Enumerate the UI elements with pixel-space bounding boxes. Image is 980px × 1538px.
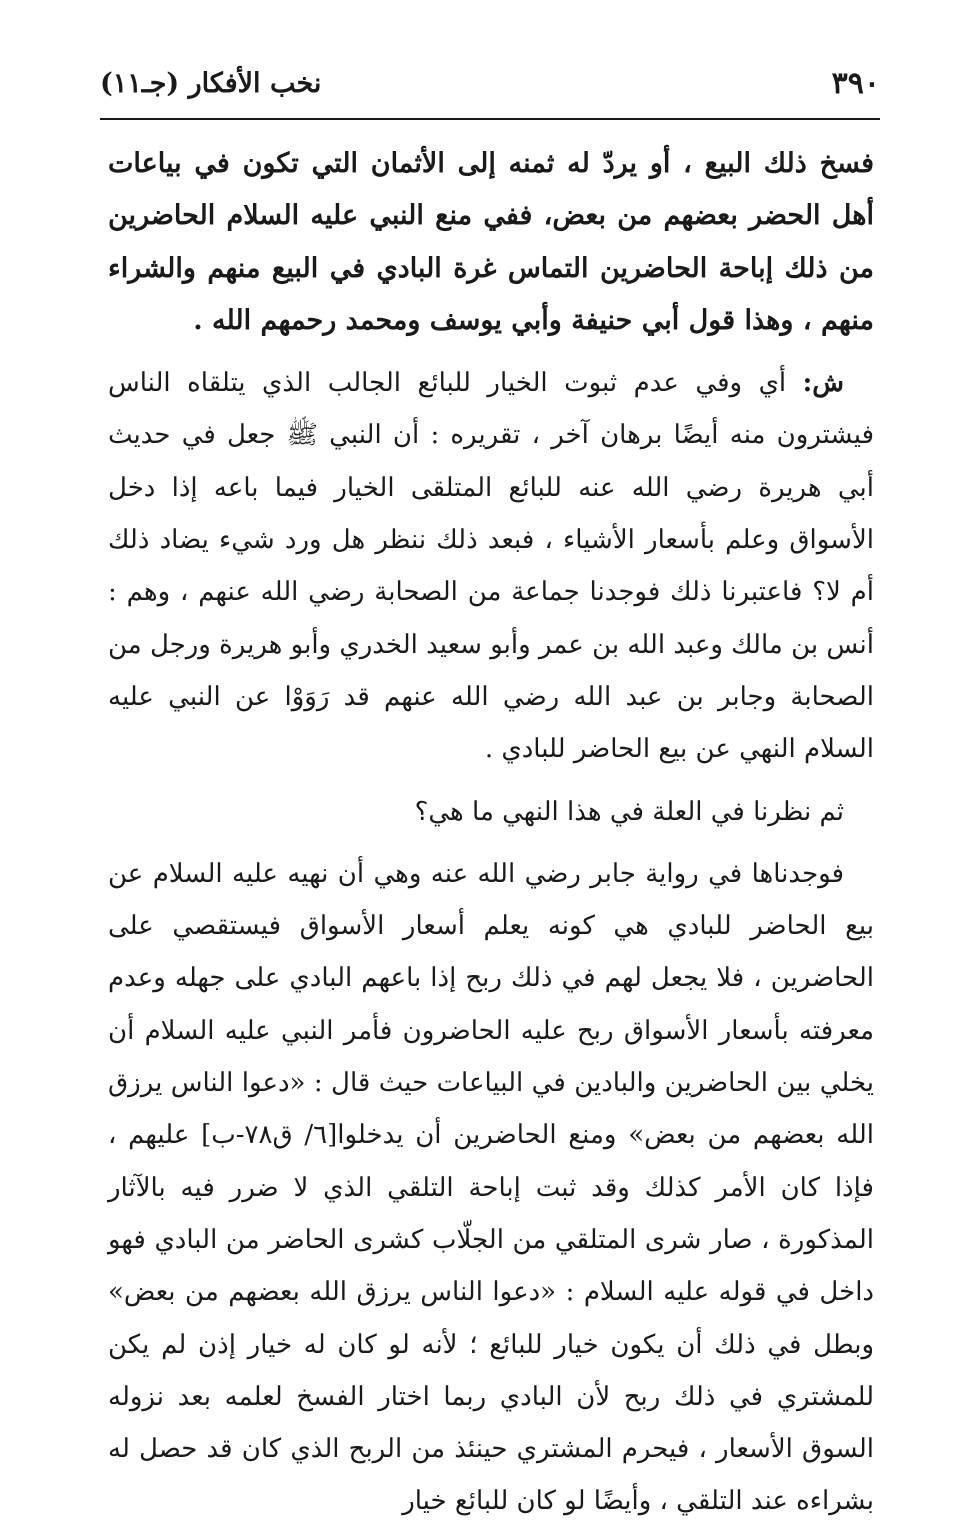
- paragraph-sharh-text: أي وفي عدم ثبوت الخيار للبائع الجالب الذي يتلقاه الناس فيشترون منه أيضًا برهان آخر ، تقريره : أن النبي ﷺ جعل في حديث أبي هريرة رضي الله عنه للبائع المتلقى الخيار فيما باعه إذا دخل الأسواق وعلم بأسعار الأشياء ، فبعد ذلك ننظر هل ورد شيء يضاد ذلك أم لا؟ فاعتبرنا ذلك فوجدنا جماعة من الصحابة رضي الله عنهم ، وهم : أنس بن مالك وعبد الله بن عمر وأبو سعيد الخدري وأبو هريرة ورجل من الصحابة وجابر بن عبد الله رضي الله عنهم قد رَوَوْا عن النبي عليه السلام النهي عن بيع الحاضر للبادي .: [108, 368, 875, 765]
- running-title: نخب الأفكار (جـ١١): [100, 68, 322, 99]
- paragraph-question: ثم نظرنا في العلة في هذا النهي ما هي؟: [414, 796, 844, 827]
- header-divider: [100, 118, 880, 120]
- paragraph-explanation: فوجدناها في رواية جابر رضي الله عنه وهي أن نهيه عليه السلام عن بيع الحاضر للبادي هي كونه يعلم أسعار الأسواق فيستقصي على الحاضرين ، فلا يجعل لهم في ذلك ربح إذا باعهم البادي على جهله وعدم معرفته بأسعار الأسواق ربح عليه الحاضرون فأمر النبي عليه السلام أن يخلي بين الحاضرين والبادين في البياعات حيث قال : «دعوا الناس يرزق الله بعضهم من بعض» ومنع الحاضرين أن يدخلوا[٦/ ق٧٨-ب] عليهم ، فإذا كان الأمر كذلك وقد ثبت إباحة التلقي الذي لا ضرر فيه بالآثار المذكورة ، صار شرى المتلقي من الجلّاب كشرى الحاضر من البادي فهو داخل في قوله عليه السلام : «دعوا الناس يرزق الله بعضهم من بعض» وبطل في ذلك أن يكون خيار للبائع ؛ لأنه لو كان له خيار إذن لم يكن للمشتري في ذلك ربح لأن البادي ربما اختار الفسخ لعلمه بعد نزوله السوق الأسعار ، فيحرم المشتري حينئذ من الربح الذي كان قد حصل له بشراءه عند التلقي ، وأيضًا لو كان للبائع خيار: [108, 858, 874, 1517]
- sharh-label: ش:: [802, 368, 845, 399]
- body-text: [108, 138, 874, 1538]
- paragraph-matn: فسخ ذلك البيع ، أو يردّ له ثمنه إلى الأثمان التي تكون في بياعات أهل الحضر بعضهم من بعض، ففي منع النبي عليه السلام الحاضرين من ذلك إباحة الحاضرين التماس غرة البادي في البيع منهم والشراء منهم ، وهذا قول أبي حنيفة وأبي يوسف ومحمد رحمهم الله .: [108, 148, 874, 336]
- paragraph-sharh: [108, 357, 874, 775]
- page-header: [100, 62, 880, 112]
- page-number: ٣٩٠: [831, 66, 880, 101]
